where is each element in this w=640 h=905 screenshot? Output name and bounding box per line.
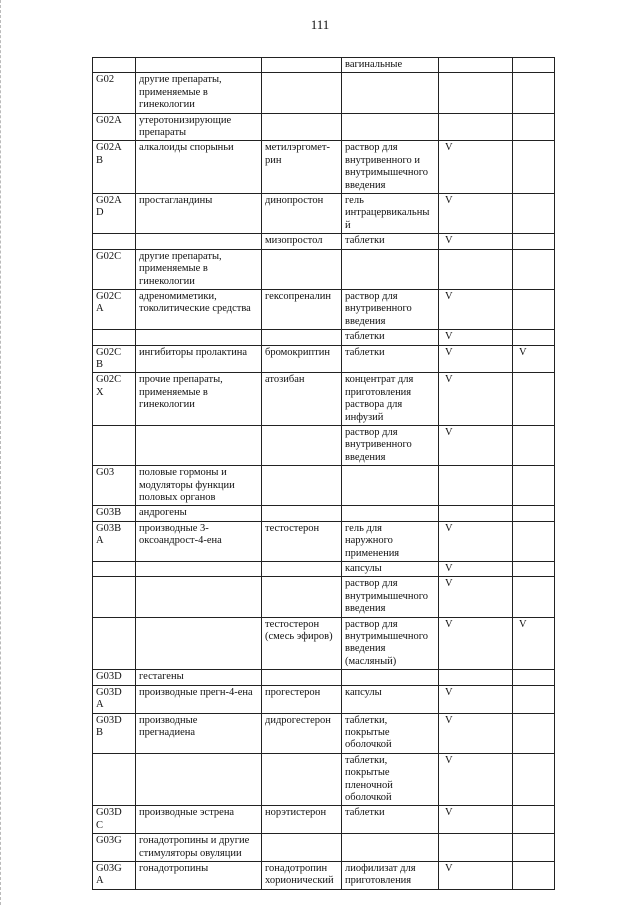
code-cell: G03B A xyxy=(93,521,136,561)
form-cell: таблетки, покрытые оболочкой xyxy=(342,713,439,753)
code-cell: G02C xyxy=(93,249,136,289)
v-mark-1 xyxy=(439,113,513,141)
form-cell: раствор для внутримышечного введения xyxy=(342,577,439,617)
v-mark-2 xyxy=(513,753,555,806)
table-row xyxy=(93,141,555,194)
scan-edge-line xyxy=(0,0,2,905)
v-mark-1: V xyxy=(439,234,513,249)
drug-cell: норэтистерон xyxy=(262,806,342,834)
table-row xyxy=(93,73,555,113)
v-mark-1: V xyxy=(439,577,513,617)
drug-cell xyxy=(262,113,342,141)
table-row xyxy=(93,330,555,345)
v-mark-2 xyxy=(513,806,555,834)
group-cell xyxy=(136,577,262,617)
drug-cell xyxy=(262,249,342,289)
group-cell: производные прегн-4-ена xyxy=(136,685,262,713)
v-mark-1: V xyxy=(439,617,513,670)
v-mark-1: V xyxy=(439,345,513,373)
code-cell: G02C X xyxy=(93,373,136,426)
drug-cell: бромокриптин xyxy=(262,345,342,373)
table-row xyxy=(93,506,555,521)
v-mark-2 xyxy=(513,73,555,113)
v-mark-2 xyxy=(513,861,555,889)
group-cell: другие препараты, применяемые в гинекологии xyxy=(136,73,262,113)
v-mark-1: V xyxy=(439,141,513,194)
form-cell xyxy=(342,506,439,521)
drug-cell: мизопростол xyxy=(262,234,342,249)
form-cell: таблетки, покрытые пленочной оболочкой xyxy=(342,753,439,806)
v-mark-2 xyxy=(513,234,555,249)
form-cell: раствор для внутривенного введения xyxy=(342,425,439,465)
table-row xyxy=(93,617,555,670)
drug-cell: атозибан xyxy=(262,373,342,426)
form-cell xyxy=(342,834,439,862)
form-cell xyxy=(342,113,439,141)
v-mark-1 xyxy=(439,466,513,506)
table-row xyxy=(93,345,555,373)
code-cell: G02C A xyxy=(93,289,136,329)
form-cell: гель для наружного применения xyxy=(342,521,439,561)
form-cell: вагинальные xyxy=(342,58,439,73)
v-mark-2 xyxy=(513,834,555,862)
drug-cell xyxy=(262,577,342,617)
group-cell xyxy=(136,234,262,249)
form-cell xyxy=(342,670,439,685)
group-cell: алкалоиды спорыньи xyxy=(136,141,262,194)
code-cell xyxy=(93,425,136,465)
code-cell xyxy=(93,577,136,617)
group-cell xyxy=(136,562,262,577)
group-cell xyxy=(136,58,262,73)
form-cell: капсулы xyxy=(342,562,439,577)
v-mark-2 xyxy=(513,685,555,713)
form-cell: таблетки xyxy=(342,234,439,249)
v-mark-2 xyxy=(513,249,555,289)
drug-cell xyxy=(262,834,342,862)
v-mark-2 xyxy=(513,670,555,685)
v-mark-2 xyxy=(513,58,555,73)
form-cell: раствор для внутривенного и внутримышечного введения xyxy=(342,141,439,194)
code-cell: G02A D xyxy=(93,194,136,234)
drug-cell: тестостерон xyxy=(262,521,342,561)
group-cell: адреномиметики, токолитические средства xyxy=(136,289,262,329)
v-mark-2 xyxy=(513,141,555,194)
v-mark-2 xyxy=(513,330,555,345)
drug-cell: прогестерон xyxy=(262,685,342,713)
v-mark-2 xyxy=(513,194,555,234)
group-cell: ингибиторы пролактина xyxy=(136,345,262,373)
drug-cell: тестостерон (смесь эфиров) xyxy=(262,617,342,670)
code-cell: G03D A xyxy=(93,685,136,713)
group-cell: андрогены xyxy=(136,506,262,521)
code-cell xyxy=(93,234,136,249)
group-cell: производные 3- оксоандрост-4-ена xyxy=(136,521,262,561)
code-cell: G03 xyxy=(93,466,136,506)
drug-cell xyxy=(262,466,342,506)
v-mark-2 xyxy=(513,562,555,577)
code-cell: G02C B xyxy=(93,345,136,373)
group-cell: гестагены xyxy=(136,670,262,685)
v-mark-2 xyxy=(513,373,555,426)
code-cell: G03G xyxy=(93,834,136,862)
table-row xyxy=(93,861,555,889)
v-mark-2 xyxy=(513,113,555,141)
drug-cell: дидрогестерон xyxy=(262,713,342,753)
table-row xyxy=(93,577,555,617)
drug-cell: гексопреналин xyxy=(262,289,342,329)
v-mark-1: V xyxy=(439,806,513,834)
form-cell xyxy=(342,249,439,289)
form-cell xyxy=(342,73,439,113)
v-mark-1: V xyxy=(439,425,513,465)
group-cell: утеротонизирующие препараты xyxy=(136,113,262,141)
v-mark-2 xyxy=(513,577,555,617)
form-cell: раствор для внутривенного введения xyxy=(342,289,439,329)
code-cell xyxy=(93,330,136,345)
drug-list-table xyxy=(92,57,555,890)
form-cell: таблетки xyxy=(342,806,439,834)
code-cell: G03G A xyxy=(93,861,136,889)
v-mark-1 xyxy=(439,670,513,685)
group-cell xyxy=(136,425,262,465)
table-row xyxy=(93,834,555,862)
v-mark-1: V xyxy=(439,330,513,345)
code-cell xyxy=(93,58,136,73)
group-cell: другие препараты, применяемые в гинекологии xyxy=(136,249,262,289)
group-cell: гонадотропины и другие стимуляторы овуляции xyxy=(136,834,262,862)
table-row xyxy=(93,194,555,234)
group-cell xyxy=(136,330,262,345)
v-mark-2 xyxy=(513,521,555,561)
group-cell: гонадотропины xyxy=(136,861,262,889)
table-row xyxy=(93,521,555,561)
v-mark-2 xyxy=(513,289,555,329)
drug-cell xyxy=(262,670,342,685)
v-mark-2: V xyxy=(513,617,555,670)
v-mark-1: V xyxy=(439,713,513,753)
group-cell xyxy=(136,617,262,670)
drug-cell: метилэргомет- рин xyxy=(262,141,342,194)
table-row xyxy=(93,425,555,465)
v-mark-1: V xyxy=(439,289,513,329)
table-row xyxy=(93,670,555,685)
group-cell: половые гормоны и модуляторы функции половых органов xyxy=(136,466,262,506)
group-cell: простагландины xyxy=(136,194,262,234)
code-cell: G03D B xyxy=(93,713,136,753)
code-cell: G03B xyxy=(93,506,136,521)
code-cell: G02A B xyxy=(93,141,136,194)
form-cell: лиофилизат для приготовления xyxy=(342,861,439,889)
drug-cell xyxy=(262,425,342,465)
table-row xyxy=(93,289,555,329)
table-row xyxy=(93,466,555,506)
group-cell: производные прегнадиена xyxy=(136,713,262,753)
v-mark-2 xyxy=(513,713,555,753)
code-cell xyxy=(93,753,136,806)
v-mark-1 xyxy=(439,506,513,521)
v-mark-1: V xyxy=(439,861,513,889)
v-mark-2 xyxy=(513,425,555,465)
v-mark-1 xyxy=(439,834,513,862)
group-cell: прочие препараты, применяемые в гинекологии xyxy=(136,373,262,426)
table-row xyxy=(93,373,555,426)
v-mark-2: V xyxy=(513,345,555,373)
table-row xyxy=(93,753,555,806)
drug-cell xyxy=(262,330,342,345)
code-cell: G02A xyxy=(93,113,136,141)
code-cell: G02 xyxy=(93,73,136,113)
group-cell: производные эстрена xyxy=(136,806,262,834)
v-mark-2 xyxy=(513,506,555,521)
table-row xyxy=(93,713,555,753)
code-cell xyxy=(93,617,136,670)
form-cell xyxy=(342,466,439,506)
drug-cell xyxy=(262,73,342,113)
form-cell: раствор для внутримышечного введения (масляный) xyxy=(342,617,439,670)
table-row xyxy=(93,113,555,141)
code-cell: G03D C xyxy=(93,806,136,834)
drug-cell: гонадотропин хорионический xyxy=(262,861,342,889)
table-row xyxy=(93,562,555,577)
v-mark-1: V xyxy=(439,562,513,577)
v-mark-1: V xyxy=(439,521,513,561)
code-cell xyxy=(93,562,136,577)
v-mark-1: V xyxy=(439,685,513,713)
form-cell: концентрат для приготовления раствора для инфузий xyxy=(342,373,439,426)
form-cell: таблетки xyxy=(342,345,439,373)
drug-cell xyxy=(262,506,342,521)
v-mark-1: V xyxy=(439,373,513,426)
drug-cell xyxy=(262,562,342,577)
v-mark-1: V xyxy=(439,194,513,234)
v-mark-1 xyxy=(439,249,513,289)
table-row xyxy=(93,249,555,289)
table-row xyxy=(93,685,555,713)
drug-cell xyxy=(262,753,342,806)
table-row xyxy=(93,58,555,73)
drug-cell: динопростон xyxy=(262,194,342,234)
table-row xyxy=(93,806,555,834)
form-cell: гель интрацервикальны й xyxy=(342,194,439,234)
v-mark-2 xyxy=(513,466,555,506)
v-mark-1 xyxy=(439,58,513,73)
table-row xyxy=(93,234,555,249)
code-cell: G03D xyxy=(93,670,136,685)
page-number: 111 xyxy=(310,17,330,32)
form-cell: капсулы xyxy=(342,685,439,713)
drug-cell xyxy=(262,58,342,73)
group-cell xyxy=(136,753,262,806)
v-mark-1 xyxy=(439,73,513,113)
v-mark-1: V xyxy=(439,753,513,806)
form-cell: таблетки xyxy=(342,330,439,345)
